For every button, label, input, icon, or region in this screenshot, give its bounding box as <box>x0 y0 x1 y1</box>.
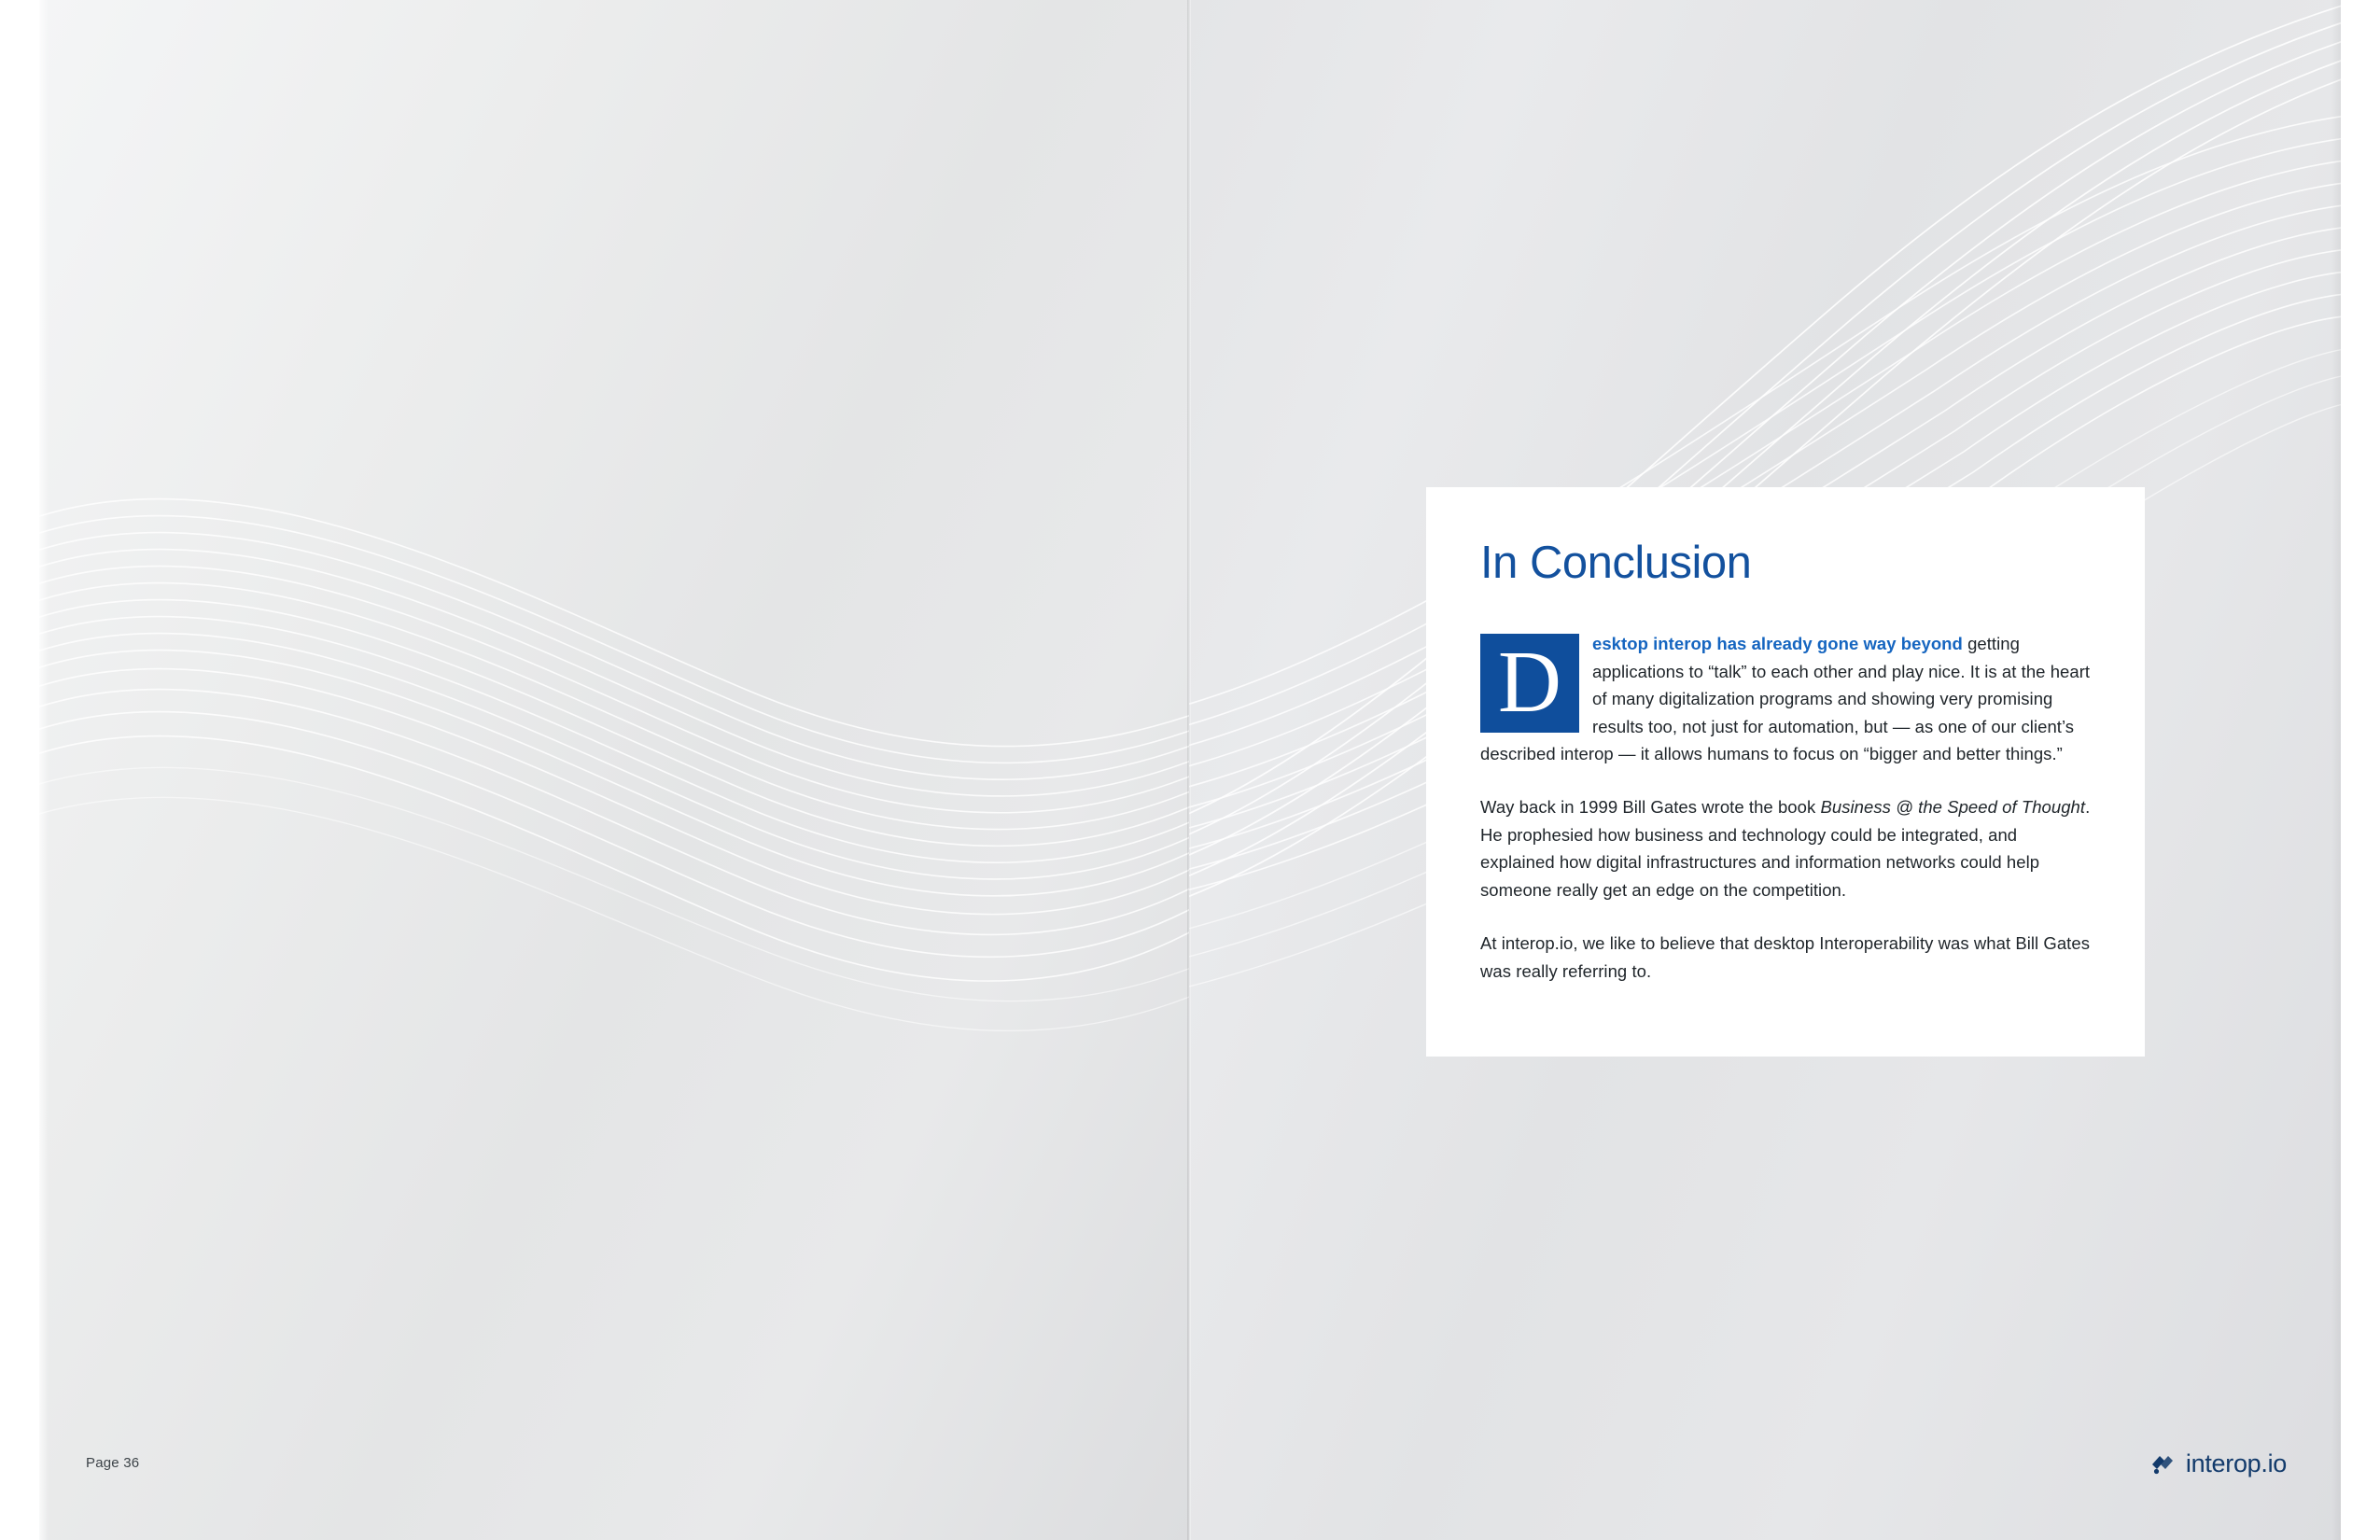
book-title: Business @ the Speed of Thought <box>1820 797 2086 818</box>
drop-cap: D <box>1480 634 1579 733</box>
interop-logo-icon <box>2149 1450 2177 1478</box>
brand-logo <box>2149 1449 2287 1478</box>
gates-before-italic: Way back in 1999 Bill Gates wrote the book <box>1480 797 1821 818</box>
lead-bold-text: esktop interop has already gone way beyond <box>1592 634 1963 654</box>
page-number: Page 36 <box>86 1455 140 1471</box>
paragraph-gates <box>1480 793 2091 903</box>
page-left <box>39 0 1189 1540</box>
body-block <box>1480 630 2091 984</box>
page-gutter <box>1187 0 1191 1540</box>
gates-after-italic: . He prophesied how business and technology could be integrated, and explained how digital infrastructures and information networks could help someone really get an edge on the competition. <box>1480 797 2091 900</box>
page-title: In Conclusion <box>1480 538 1752 588</box>
lead-rest-text: getting applications to “talk” to each other and play nice. It is at the heart of many digitalization programs and showing very promising results too, not just for automation, but — as one of our client’s described interop — it allows humans to focus on “bigger and better things.” <box>1480 634 2091 764</box>
brand-name: interop.io <box>2185 1449 2287 1477</box>
decorative-wave-lines-left <box>39 0 1189 1540</box>
paragraph-closing: At interop.io, we like to believe that desktop Interoperability was what Bill Gates was really referring to. <box>1480 933 2091 981</box>
conclusion-card <box>1426 487 2145 1057</box>
